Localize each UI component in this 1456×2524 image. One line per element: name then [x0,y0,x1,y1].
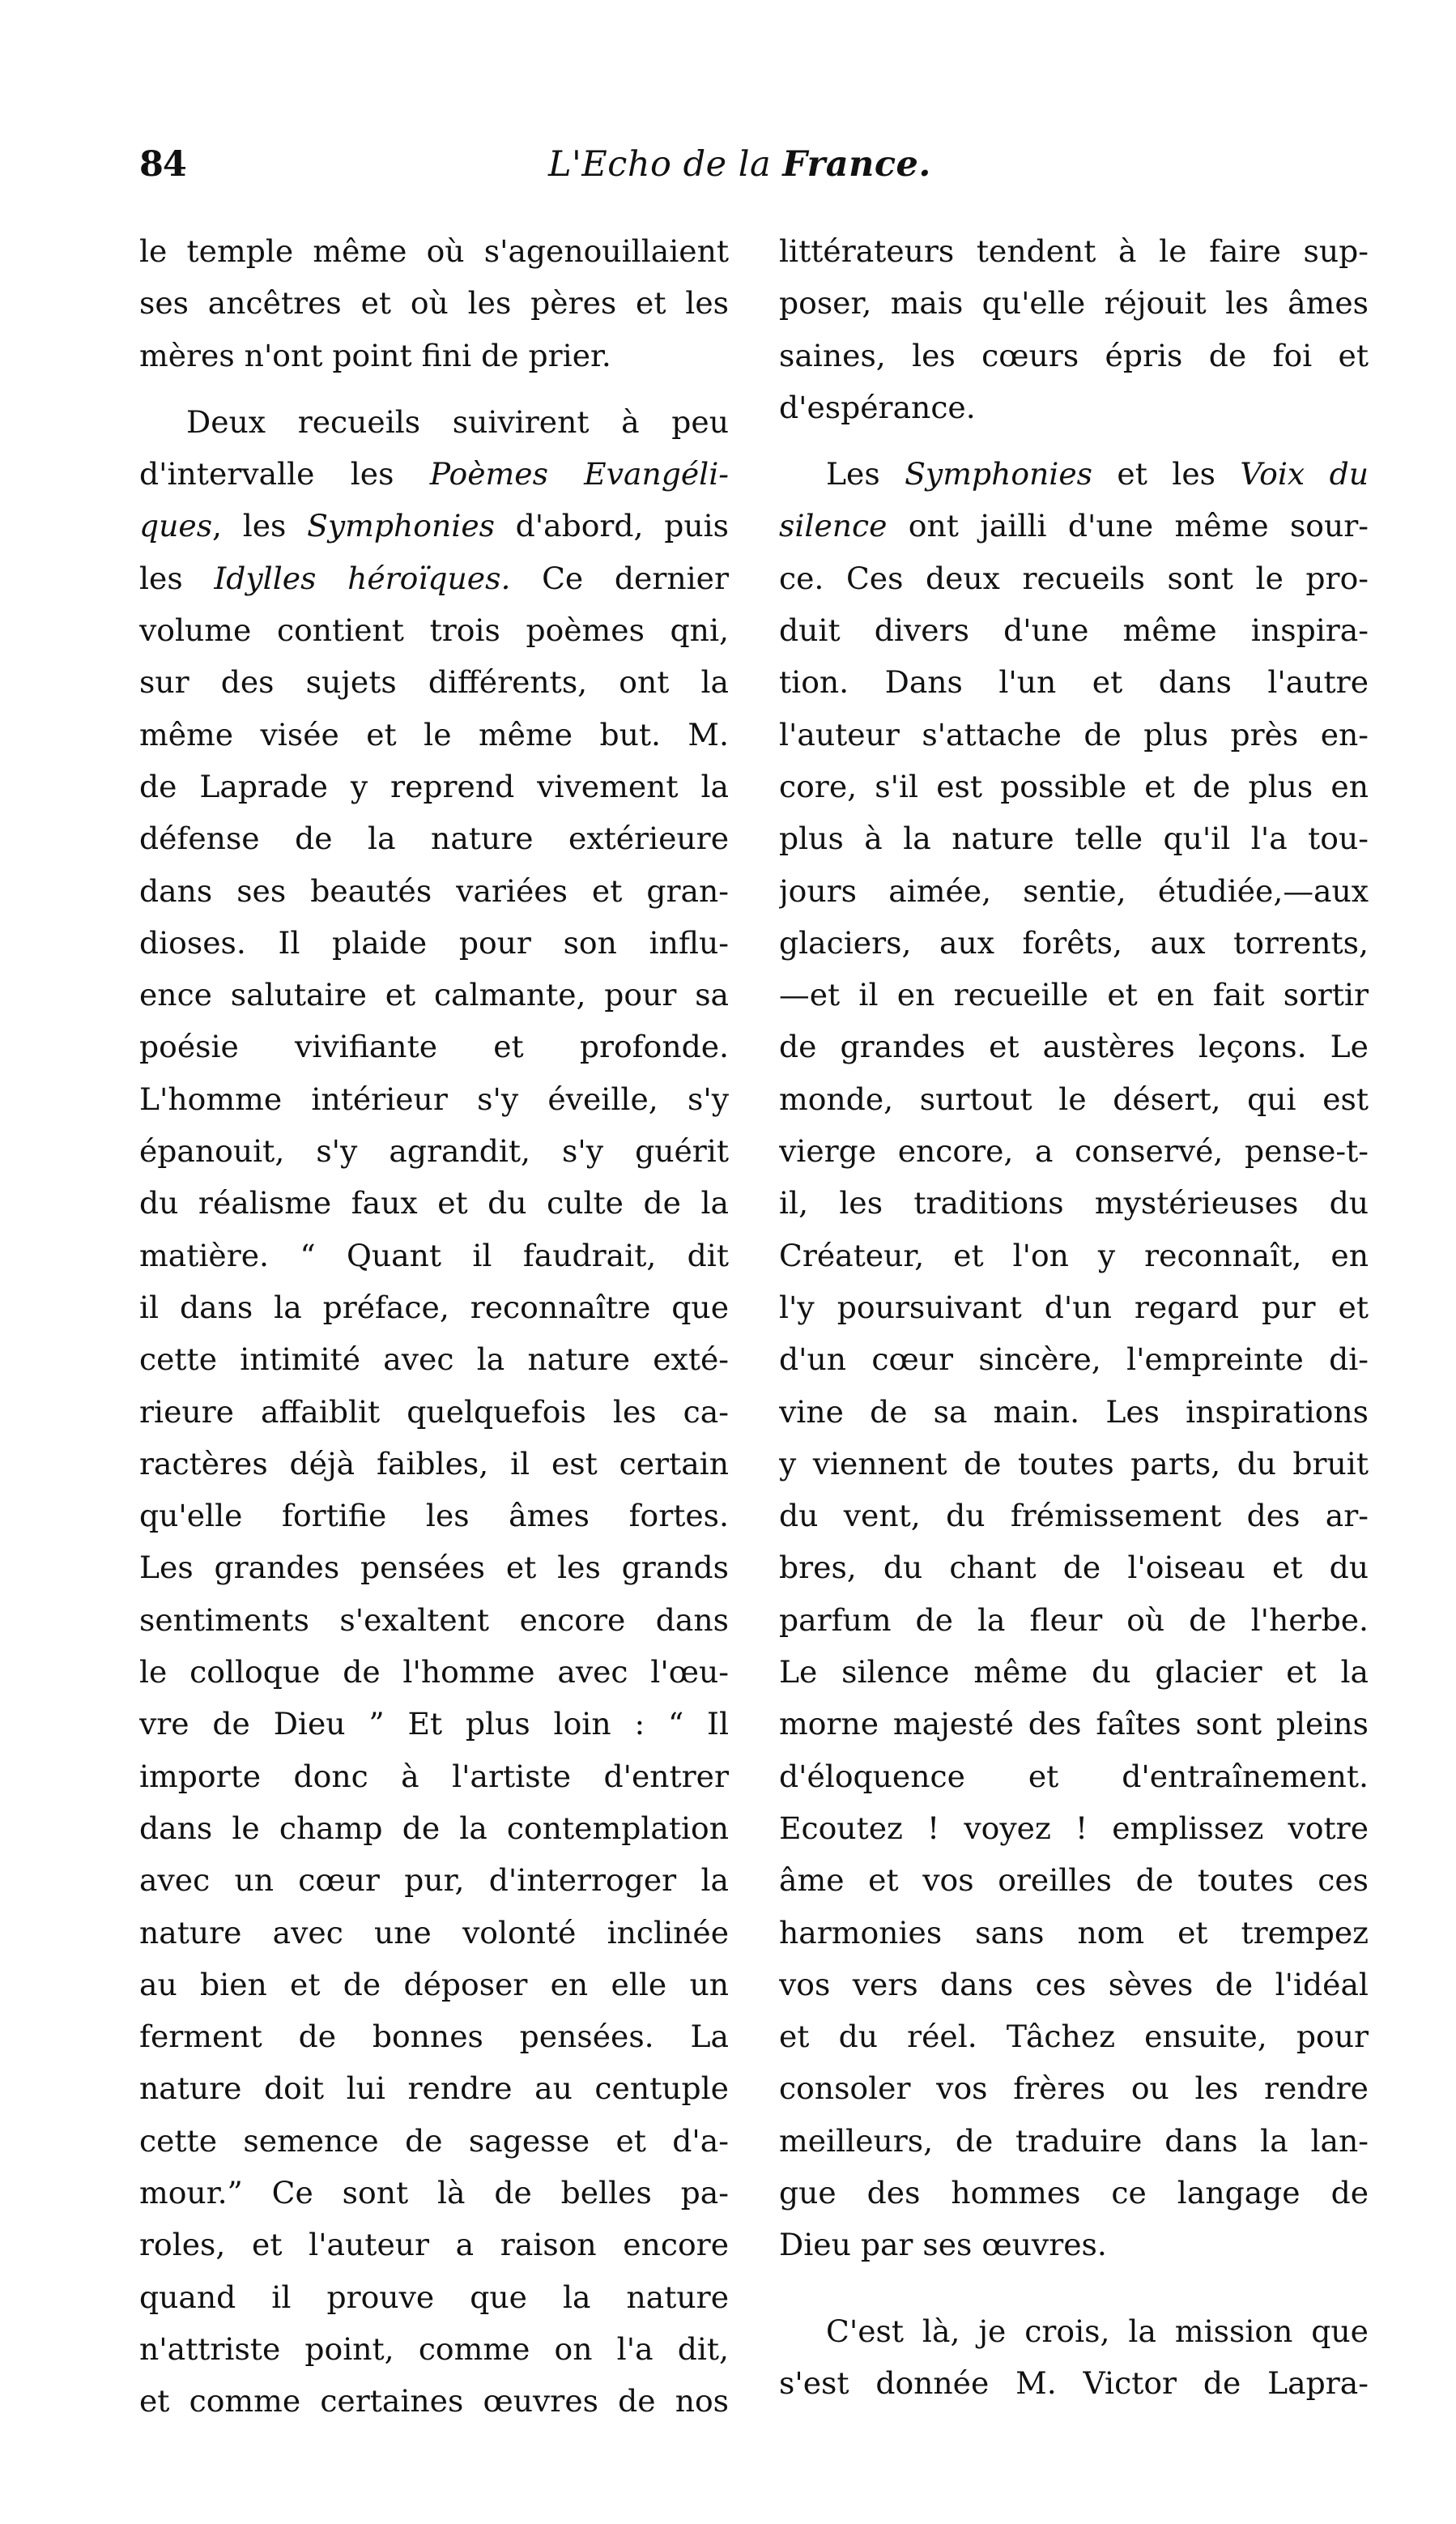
text-line: rieure affaiblit quelquefois les ca- [139,1393,729,1430]
text-line [139,552,729,604]
text-line [779,500,1369,552]
text-run: d'intervalle les [139,456,430,492]
text-line: vos vers dans ces sèves de l'idéal [779,1966,1369,2002]
text-line: âme et vos oreilles de toutes ces [779,1862,1369,1899]
paragraph-gap [139,382,729,396]
text-line [139,448,729,500]
text-line [139,500,729,552]
text-line: d'un cœur sincère, l'empreinte di- [779,1341,1369,1378]
text-line: du vent, du frémissement des ar- [779,1498,1369,1534]
text-line: ence salutaire et calmante, pour sa [139,977,729,1013]
text-line: il dans la préface, reconnaître que [139,1289,729,1325]
italic-text-run: Symphonies [307,508,495,544]
text-line: Ecoutez ! voyez ! emplissez votre [779,1810,1369,1846]
text-line: roles, et l'auteur a raison encore [139,2227,729,2263]
running-title [548,144,1115,185]
text-line: Les grandes pensées et les grands [139,1550,729,1586]
running-header [139,144,1375,201]
text-run: d'abord, puis [494,508,729,544]
running-title-emphasis: France. [782,144,931,185]
text-line: duit divers d'une même inspira- [779,612,1369,649]
text-line: le colloque de l'homme avec l'œu- [139,1654,729,1690]
paragraph-gap [779,2271,1369,2305]
text-line: nature avec une volonté inclinée [139,1914,729,1951]
text-line: même visée et le même but. M. [139,716,729,753]
right-text-column [779,225,1369,2409]
text-line: s'est donnée M. Victor de Lapra- [779,2364,1369,2401]
text-line: sentiments s'exaltent encore dans [139,1601,729,1638]
text-line: nature doit lui rendre au centuple [139,2070,729,2107]
text-line: ses ancêtres et où les pères et les [139,285,729,322]
italic-text-run: Voix du [1240,456,1369,492]
text-run: les [139,560,215,596]
running-title-prefix: L'Echo de la [548,144,783,185]
text-line: l'auteur s'attache de plus près en- [779,716,1369,753]
text-line: —et il en recueille et en fait sortir [779,977,1369,1013]
text-line: L'homme intérieur s'y éveille, s'y [139,1081,729,1117]
text-line: vine de sa main. Les inspirations [779,1393,1369,1430]
text-line: saines, les cœurs épris de foi et [779,337,1369,373]
text-line: cette intimité avec la nature exté- [139,1341,729,1378]
italic-text-run: Symphonies [905,456,1092,492]
text-line: du réalisme faux et du culte de la [139,1185,729,1221]
text-line: vierge encore, a conservé, pense-t- [779,1133,1369,1170]
text-line: quand il prouve que la nature [139,2279,729,2315]
left-text-column [139,225,729,2427]
text-line: tion. Dans l'un et dans l'autre [779,664,1369,701]
text-line: dioses. Il plaide pour son influ- [139,924,729,961]
italic-text-run: Poèmes Evangéli- [429,456,729,492]
text-line [779,448,1369,500]
text-line: ractères déjà faibles, il est certain [139,1445,729,1482]
text-line: dans le champ de la contemplation [139,1810,729,1846]
text-line: volume contient trois poèmes qni, [139,612,729,649]
italic-text-run: Idylles héroïques. [214,560,511,596]
text-line: l'y poursuivant d'un regard pur et [779,1289,1369,1325]
text-line: le temple même où s'agenouillaient [139,233,729,269]
text-line: épanouit, s'y agrandit, s'y guérit [139,1133,729,1170]
text-line: ferment de bonnes pensées. La [139,2019,729,2055]
text-line: Le silence même du glacier et la [779,1654,1369,1690]
text-run: ont jailli d'une même sour- [887,508,1369,544]
text-line: meilleurs, de traduire dans la lan- [779,2122,1369,2159]
text-line: d'espérance. [779,389,976,425]
text-line: jours aimée, sentie, étudiée,—aux [779,872,1369,909]
text-line: importe donc à l'artiste d'entrer [139,1758,729,1794]
text-line: C'est là, je crois, la mission que [826,2313,1369,2349]
text-line: y viennent de toutes parts, du bruit [779,1445,1369,1482]
text-run: , les [212,508,308,544]
text-line: Deux recueils suivirent à peu [186,403,729,440]
text-line: n'attriste point, comme on l'a dit, [139,2330,729,2367]
text-line: poésie vivifiante et profonde. [139,1029,729,1065]
text-line: Dieu par ses œuvres. [779,2227,1107,2263]
text-line: consoler vos frères ou les rendre [779,2070,1369,2107]
text-line: bres, du chant de l'oiseau et du [779,1550,1369,1586]
text-line: mères n'ont point fini de prier. [139,337,611,373]
text-line: core, s'il est possible et de plus en [779,768,1369,804]
italic-text-run: silence [779,508,888,544]
italic-text-run: ques [139,508,213,544]
text-run: Ce dernier [510,560,729,596]
text-line: harmonies sans nom et trempez [779,1914,1369,1951]
text-run: et les [1092,456,1241,492]
text-run: Les [826,456,905,492]
text-line: matière. “ Quant il faudrait, dit [139,1237,729,1273]
text-line: Créateur, et l'on y reconnaît, en [779,1237,1369,1273]
text-line: il, les traditions mystérieuses du [779,1185,1369,1221]
text-line: sur des sujets différents, ont la [139,664,729,701]
text-line: monde, surtout le désert, qui est [779,1081,1369,1117]
text-line: défense de la nature extérieure [139,821,729,857]
text-line: et comme certaines œuvres de nos [139,2383,729,2420]
paragraph-gap [779,433,1369,448]
text-line: mour.” Ce sont là de belles pa- [139,2174,729,2211]
text-line: et du réel. Tâchez ensuite, pour [779,2019,1369,2055]
text-line: qu'elle fortifie les âmes fortes. [139,1498,729,1534]
text-line: littérateurs tendent à le faire sup- [779,233,1369,269]
text-line: gue des hommes ce langage de [779,2174,1369,2211]
text-line: poser, mais qu'elle réjouit les âmes [779,285,1369,322]
text-line: plus à la nature telle qu'il l'a tou- [779,821,1369,857]
text-line: d'éloquence et d'entraînement. [779,1758,1369,1794]
text-line: cette semence de sagesse et d'a- [139,2122,729,2159]
text-line: au bien et de déposer en elle un [139,1966,729,2002]
text-line: de grandes et austères leçons. Le [779,1029,1369,1065]
text-line: morne majesté des faîtes sont pleins [779,1706,1369,1742]
text-line: de Laprade y reprend vivement la [139,768,729,804]
text-line: avec un cœur pur, d'interroger la [139,1862,729,1899]
text-line: ce. Ces deux recueils sont le pro- [779,560,1369,596]
text-line: vre de Dieu ” Et plus loin : “ Il [139,1706,729,1742]
page-number: 84 [139,144,186,185]
text-line: dans ses beautés variées et gran- [139,872,729,909]
text-line: parfum de la fleur où de l'herbe. [779,1601,1369,1638]
text-line: glaciers, aux forêts, aux torrents, [779,924,1369,961]
